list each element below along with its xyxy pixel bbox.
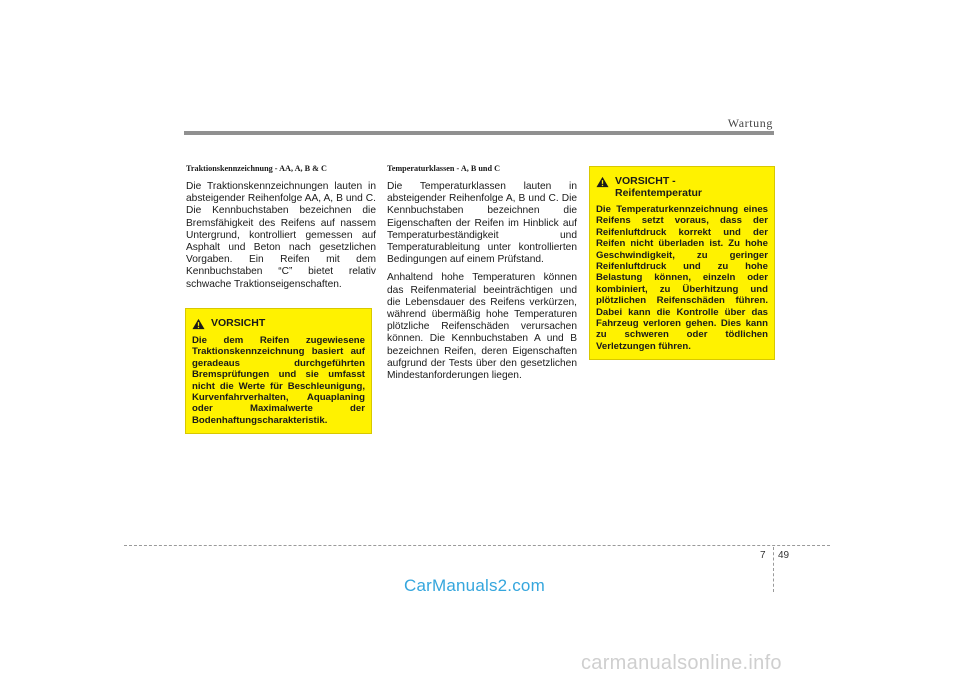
caution-title-line2: Reifentemperatur <box>615 187 702 199</box>
section-title: Wartung <box>727 116 773 130</box>
caution-header <box>192 317 365 330</box>
right-column <box>589 166 779 360</box>
temperature-heading: Temperaturklassen - A, B und C <box>387 164 500 173</box>
caution-title-line1: VORSICHT - <box>615 175 676 187</box>
chapter-number: 7 <box>760 550 766 561</box>
left-column <box>186 164 376 297</box>
traction-heading: Traktionskennzeichnung - AA, A, B & C <box>186 164 327 173</box>
footer-rule <box>124 545 830 546</box>
traction-paragraph: Die Traktionskennzeichnungen lauten in absteigender Reihenfolge AA, A, B und C. Die Kennbuchstaben bezeichnen die Bremsfähigkeit des Reifens auf nassem Untergrund, kontrolliert gemessen auf Asphalt und Beton nach gesetzlichen Vorgaben. Ein Reifen mit dem Kennbuchstaben “C” bietet relativ schwache Traktionseigenschaften. <box>186 181 376 290</box>
temperature-paragraph-2: Anhaltend hohe Temperaturen können das Reifenmaterial beeinträchtigen und die Lebensdauer des Reifens verkürzen, während übermäßig hohe Temperaturen plötzliche Reifenschäden verursachen können. Die Kennbuchstaben A und B bezeichnen Reifen, deren Eigenschaften aufgrund der Tests über den gesetzlichen Mindestanforderungen liegen. <box>387 272 577 382</box>
caution-title: VORSICHT <box>211 317 266 329</box>
footer-divider <box>773 547 774 592</box>
page-number: 49 <box>778 550 790 561</box>
caution-header <box>596 175 768 199</box>
middle-column <box>387 164 577 388</box>
warning-triangle-icon <box>596 176 609 188</box>
temperature-caution-box <box>589 166 775 360</box>
header-rule <box>184 131 774 135</box>
temperature-paragraph-1: Die Temperaturklassen lauten in absteigender Reihenfolge A, B und C. Die Kennbuchstaben bezeichnen die Eigenschaften der Reifen im Hinblick auf Temperaturbeständigkeit und Temperaturableitung unter kontrollierten Bedingungen auf einem Prüfstand. <box>387 181 577 266</box>
caution-text: Die Temperaturkennzeichnung eines Reifens setzt voraus, dass der Reifenluftdruck korrekt und der Reifen nicht überladen ist. Zu hohe Geschwindigkeit, zu geringer Reifenluftdruck und zu hohe Belastung können, einzeln oder kombiniert, zu Überhitzung und plötzlichen Reifenschäden führen. Dabei kann die Kontrolle über das Fahrzeug verloren gehen. Dies kann zu schweren oder tödlichen Verletzungen führen. <box>596 204 768 352</box>
warning-triangle-icon <box>192 318 205 330</box>
carmanualsonline-watermark: carmanualsonline.info <box>581 652 782 674</box>
carmanuals2-watermark[interactable]: CarManuals2.com <box>404 576 545 595</box>
caution-text: Die dem Reifen zugewiesene Traktionskennzeichnung basiert auf geradeaus durchgeführten Bremsprüfungen und sie umfasst nicht die Werte für Beschleunigung, Kurvenfahrverhalten, Aquaplaning oder Maximalwerte der Bodenhaftungscharakteristik. <box>192 335 365 426</box>
traction-caution-box <box>185 308 372 434</box>
